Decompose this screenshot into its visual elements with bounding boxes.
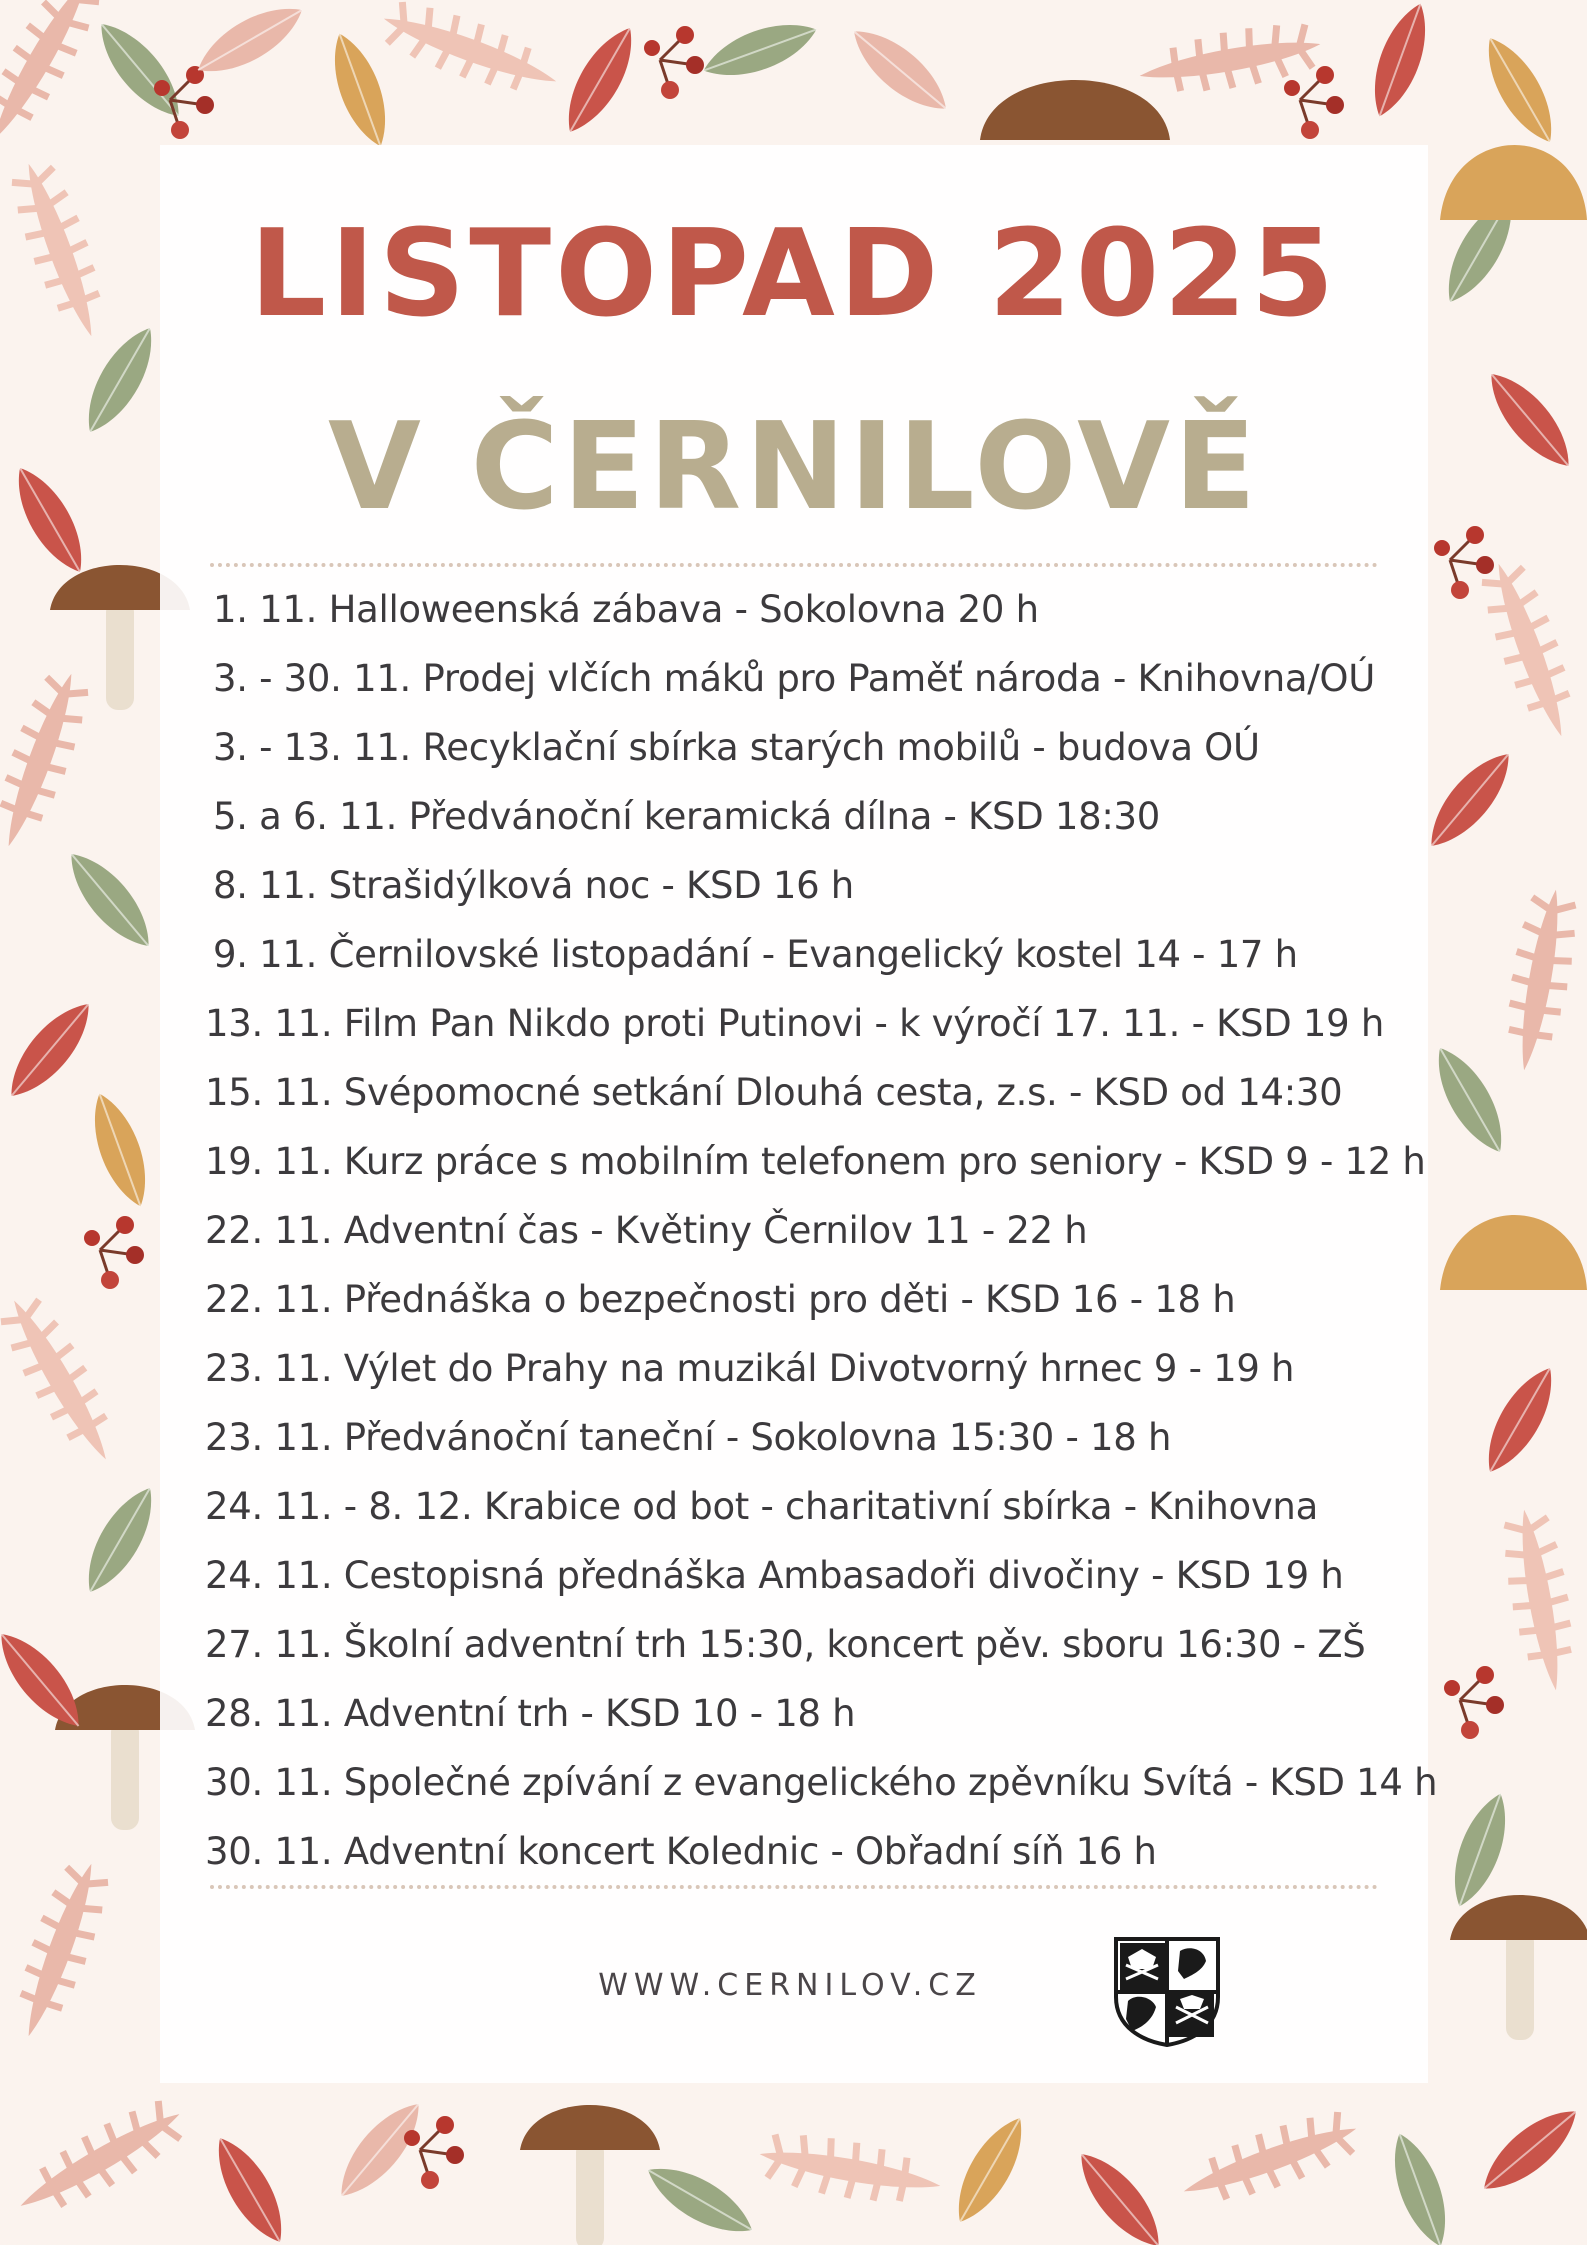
leaves-right [1416,145,1587,2040]
event-item: 5. a 6. 11. Předvánoční keramická dílna - KSD 18:30 [213,795,1160,838]
event-item: 19. 11. Kurz práce s mobilním telefonem pro seniory - KSD 9 - 12 h [205,1140,1426,1183]
event-list [205,575,1438,1886]
event-item: 28. 11. Adventní trh - KSD 10 - 18 h [205,1692,856,1735]
leaves-bottom [8,2091,1587,2245]
event-item: 23. 11. Předvánoční taneční - Sokolovna 15:30 - 18 h [205,1416,1172,1459]
event-item: 3. - 13. 11. Recyklační sbírka starých mobilů - budova OÚ [213,726,1260,769]
event-item: 13. 11. Film Pan Nikdo proti Putinovi - k výročí 17. 11. - KSD 19 h [205,1002,1384,1045]
event-item: 22. 11. Přednáška o bezpečnosti pro děti - KSD 16 - 18 h [205,1278,1236,1321]
coat-of-arms-icon [1112,1935,1222,2047]
title-month-year: LISTOPAD 2025 [249,205,1339,344]
event-item: 30. 11. Společné zpívání z evangelického zpěvníku Svítá - KSD 14 h [205,1761,1438,1804]
divider-top [210,563,1378,567]
event-item: 27. 11. Školní adventní trh 15:30, koncert pěv. sboru 16:30 - ZŠ [205,1623,1366,1666]
leaves-top [0,0,1567,153]
event-item: 1. 11. Halloweenská zábava - Sokolovna 20 h [213,588,1039,631]
event-item: 24. 11. Cestopisná přednáška Ambasadoři divočiny - KSD 19 h [205,1554,1344,1597]
event-item: 22. 11. Adventní čas - Květiny Černilov 11 - 22 h [205,1209,1088,1252]
event-item: 9. 11. Černilovské listopadání - Evangelický kostel 14 - 17 h [213,933,1298,976]
event-item: 3. - 30. 11. Prodej vlčích máků pro Paměť národa - Knihovna/OÚ [213,657,1375,700]
divider-bottom [210,1885,1378,1889]
website-link[interactable]: WWW.CERNILOV.CZ [598,1968,982,2003]
title-location: V ČERNILOVĚ [328,398,1260,537]
event-item: 15. 11. Svépomocné setkání Dlouhá cesta, z.s. - KSD od 14:30 [205,1071,1343,1114]
event-item: 24. 11. - 8. 12. Krabice od bot - charitativní sbírka - Knihovna [205,1485,1318,1528]
event-item: 8. 11. Strašidýlková noc - KSD 16 h [213,864,854,907]
event-item: 23. 11. Výlet do Prahy na muzikál Divotvorný hrnec 9 - 19 h [205,1347,1295,1390]
event-item: 30. 11. Adventní koncert Kolednic - Obřadní síň 16 h [205,1830,1157,1873]
